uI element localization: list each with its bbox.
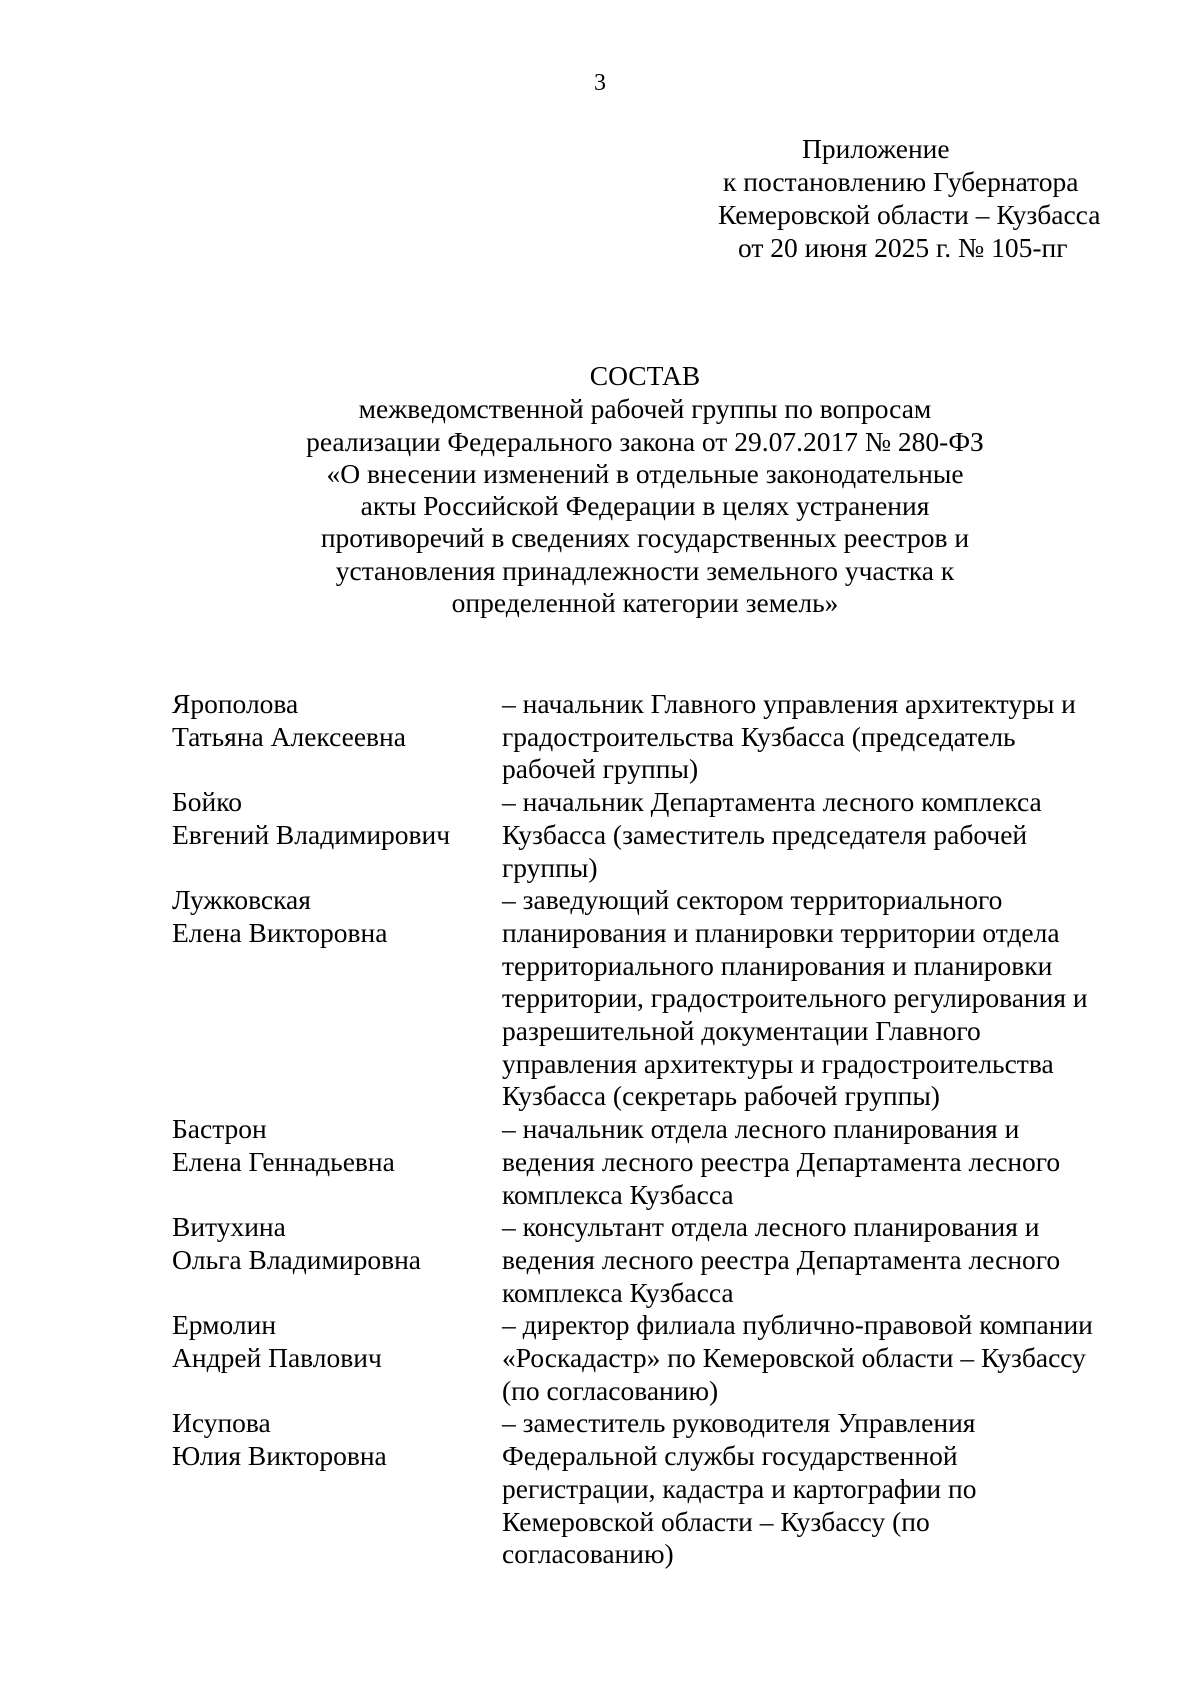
title-line: реализации Федерального закона от 29.07.2017 № 280-ФЗ xyxy=(306,425,984,457)
member-role: – заместитель руководителя Управления Федеральной службы государственной регистрации, кадастра и картографии по Кемеровской области – Кузбассу (по согласованию) xyxy=(502,1407,977,1570)
title-heading: СОСТАВ xyxy=(589,360,701,391)
member-given-names: Евгений Владимирович xyxy=(172,818,451,850)
member-given-names: Елена Геннадьевна xyxy=(172,1145,395,1177)
member-name xyxy=(172,786,502,884)
member-role: – начальник Главного управления архитектуры и градостроительства Кузбасса (председатель рабочей группы) xyxy=(502,688,1076,785)
appendix-header xyxy=(700,132,1110,264)
member-name xyxy=(172,884,502,1113)
member-entry xyxy=(172,1407,1102,1571)
member-role: – консультант отдела лесного планирования и ведения лесного реестра Департамента лесного комплекса Кузбасса xyxy=(502,1211,1061,1308)
member-entry xyxy=(172,1211,1102,1309)
title-line: определенной категории земель» xyxy=(451,587,839,619)
member-name xyxy=(172,1407,502,1571)
appendix-date-line: от 20 июня 2025 г. № 105-пг xyxy=(738,232,1068,263)
member-surname: Витухина xyxy=(172,1211,286,1243)
member-surname: Бойко xyxy=(172,786,242,818)
member-given-names: Татьяна Алексеевна xyxy=(172,720,406,752)
member-surname: Ярополова xyxy=(172,688,299,719)
member-name xyxy=(172,1309,502,1407)
member-given-names: Ольга Владимировна xyxy=(172,1243,421,1275)
appendix-decree-line: к постановлению Губернатора xyxy=(723,166,1079,197)
member-role: – начальник Департамента лесного комплекса Кузбасса (заместитель председателя рабочей группы) xyxy=(502,786,1042,883)
member-entry xyxy=(172,884,1102,1113)
page-number: 3 xyxy=(594,70,606,96)
member-entry xyxy=(172,1309,1102,1407)
title-line: противоречий в сведениях государственных реестров и xyxy=(320,522,970,554)
member-surname: Ермолин xyxy=(172,1309,277,1341)
member-given-names: Елена Викторовна xyxy=(172,916,388,948)
member-entry xyxy=(172,786,1102,884)
member-name xyxy=(172,688,502,786)
document-title xyxy=(0,360,1200,619)
member-surname: Лужковская xyxy=(172,884,311,916)
member-role: – начальник отдела лесного планирования и ведения лесного реестра Департамента лесного комплекса Кузбасса xyxy=(502,1113,1061,1210)
member-role: – заведующий сектором территориального планирования и планировки территории отдела территориального планирования и планировки территории, градостроительного регулирования и разрешительной документации Главного управления архитектуры и градостроительства Кузбасса (секретарь рабочей группы) xyxy=(502,884,1088,1112)
member-given-names: Юлия Викторовна xyxy=(172,1440,387,1472)
member-name xyxy=(172,1113,502,1211)
member-surname: Исупова xyxy=(172,1407,271,1439)
member-surname: Бастрон xyxy=(172,1113,267,1145)
member-entry xyxy=(172,1113,1102,1211)
member-entry xyxy=(172,688,1102,786)
member-name xyxy=(172,1211,502,1309)
appendix-label: Приложение xyxy=(802,133,950,164)
title-line: межведомственной рабочей группы по вопросам xyxy=(358,393,932,425)
title-line: «О внесении изменений в отдельные законодательные xyxy=(326,457,964,489)
title-line: акты Российской Федерации в целях устранения xyxy=(360,490,930,522)
appendix-region-line: Кемеровской области – Кузбасса xyxy=(718,199,1101,230)
members-list xyxy=(172,688,1102,1571)
member-role: – директор филиала публично-правовой компании «Роскадастр» по Кемеровской области – Кузбассу (по согласованию) xyxy=(502,1309,1093,1406)
title-line: установления принадлежности земельного участка к xyxy=(335,554,955,586)
member-given-names: Андрей Павлович xyxy=(172,1342,382,1374)
